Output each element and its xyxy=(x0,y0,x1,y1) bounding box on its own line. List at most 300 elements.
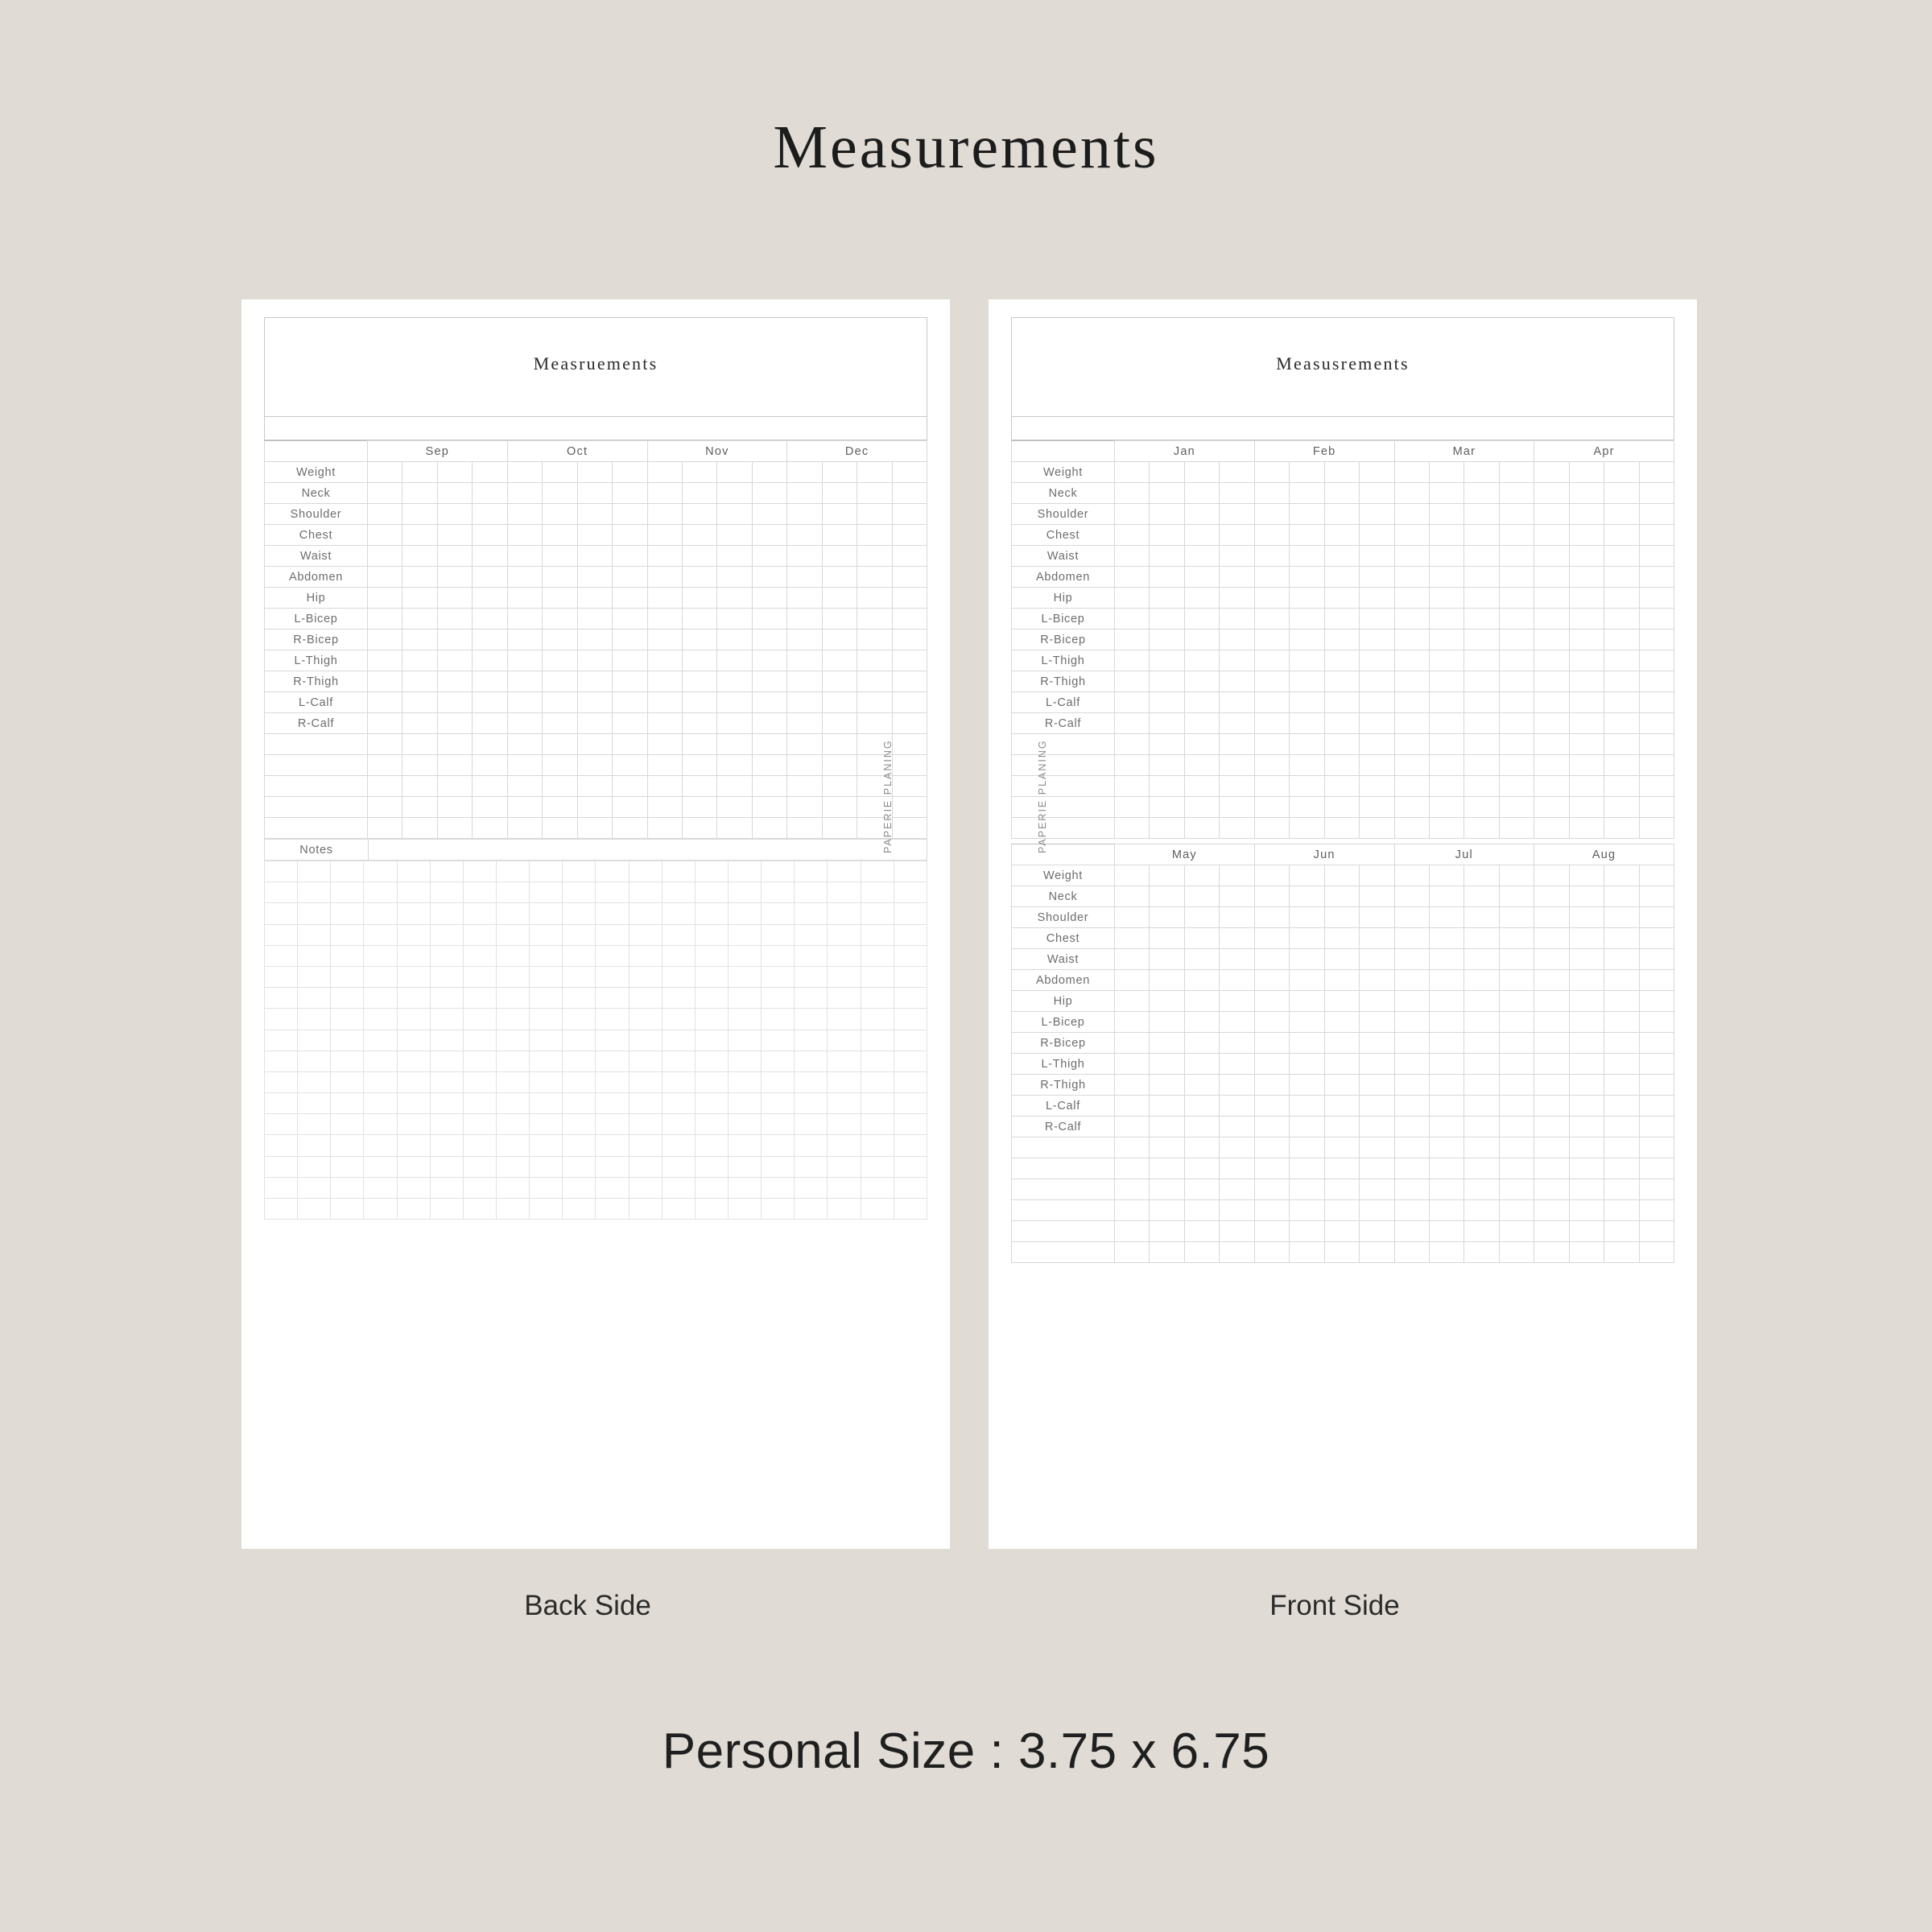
notes-grid-cell[interactable] xyxy=(530,1177,563,1198)
entry-cell[interactable] xyxy=(437,588,472,609)
entry-cell[interactable] xyxy=(1220,671,1254,692)
entry-cell[interactable] xyxy=(1115,1158,1150,1179)
notes-grid-cell[interactable] xyxy=(828,988,861,1009)
notes-grid-cell[interactable] xyxy=(496,1135,529,1156)
entry-cell[interactable] xyxy=(1604,776,1639,797)
entry-cell[interactable] xyxy=(1429,504,1463,525)
entry-cell[interactable] xyxy=(892,504,927,525)
entry-cell[interactable] xyxy=(1604,928,1639,949)
notes-grid-cell[interactable] xyxy=(331,1030,364,1051)
entry-cell[interactable] xyxy=(1499,1117,1534,1137)
entry-cell[interactable] xyxy=(647,671,682,692)
entry-cell[interactable] xyxy=(822,609,857,630)
entry-cell[interactable] xyxy=(1220,776,1254,797)
entry-cell[interactable] xyxy=(1464,1179,1499,1200)
entry-cell[interactable] xyxy=(1534,776,1569,797)
entry-cell[interactable] xyxy=(1394,865,1429,886)
notes-grid-cell[interactable] xyxy=(629,945,662,966)
entry-cell[interactable] xyxy=(1115,671,1150,692)
entry-cell[interactable] xyxy=(1639,713,1674,734)
entry-cell[interactable] xyxy=(1220,970,1254,991)
entry-cell[interactable] xyxy=(1499,797,1534,818)
entry-cell[interactable] xyxy=(892,546,927,567)
notes-grid-cell[interactable] xyxy=(728,966,761,987)
entry-cell[interactable] xyxy=(1604,1200,1639,1221)
entry-cell[interactable] xyxy=(1534,713,1569,734)
entry-cell[interactable] xyxy=(1569,886,1604,907)
entry-cell[interactable] xyxy=(1499,1012,1534,1033)
entry-cell[interactable] xyxy=(1534,546,1569,567)
entry-cell[interactable] xyxy=(1184,1075,1219,1096)
entry-cell[interactable] xyxy=(1604,462,1639,483)
entry-cell[interactable] xyxy=(1604,1137,1639,1158)
notes-grid-cell[interactable] xyxy=(861,1071,894,1092)
entry-cell[interactable] xyxy=(507,776,542,797)
entry-cell[interactable] xyxy=(1394,692,1429,713)
entry-cell[interactable] xyxy=(1394,818,1429,839)
entry-cell[interactable] xyxy=(1184,525,1219,546)
entry-cell[interactable] xyxy=(1254,949,1289,970)
entry-cell[interactable] xyxy=(507,734,542,755)
entry-cell[interactable] xyxy=(1569,776,1604,797)
entry-cell[interactable] xyxy=(787,713,822,734)
notes-grid-cell[interactable] xyxy=(894,924,927,945)
entry-cell[interactable] xyxy=(1290,1096,1324,1117)
entry-cell[interactable] xyxy=(682,713,716,734)
entry-cell[interactable] xyxy=(787,567,822,588)
entry-cell[interactable] xyxy=(1604,1158,1639,1179)
entry-cell[interactable] xyxy=(473,797,507,818)
entry-cell[interactable] xyxy=(1220,1117,1254,1137)
entry-cell[interactable] xyxy=(1324,734,1359,755)
entry-cell[interactable] xyxy=(1639,609,1674,630)
entry-cell[interactable] xyxy=(1499,504,1534,525)
entry-cell[interactable] xyxy=(577,525,612,546)
notes-grid-cell[interactable] xyxy=(728,1030,761,1051)
entry-cell[interactable] xyxy=(1429,609,1463,630)
entry-cell[interactable] xyxy=(577,818,612,839)
entry-cell[interactable] xyxy=(577,692,612,713)
entry-cell[interactable] xyxy=(1254,1096,1289,1117)
notes-grid-cell[interactable] xyxy=(331,1071,364,1092)
entry-cell[interactable] xyxy=(822,734,857,755)
notes-grid-cell[interactable] xyxy=(563,945,596,966)
entry-cell[interactable] xyxy=(717,797,752,818)
entry-cell[interactable] xyxy=(1360,713,1394,734)
entry-cell[interactable] xyxy=(1604,1033,1639,1054)
entry-cell[interactable] xyxy=(1639,671,1674,692)
notes-grid-cell[interactable] xyxy=(331,903,364,924)
notes-grid-cell[interactable] xyxy=(629,1071,662,1092)
entry-cell[interactable] xyxy=(1254,650,1289,671)
blank-label-cell[interactable] xyxy=(1012,818,1115,839)
entry-cell[interactable] xyxy=(717,692,752,713)
notes-grid-cell[interactable] xyxy=(331,1199,364,1220)
notes-grid-cell[interactable] xyxy=(496,945,529,966)
entry-cell[interactable] xyxy=(752,797,786,818)
entry-cell[interactable] xyxy=(1394,907,1429,928)
entry-cell[interactable] xyxy=(368,462,402,483)
entry-cell[interactable] xyxy=(1569,650,1604,671)
entry-cell[interactable] xyxy=(822,567,857,588)
notes-grid-cell[interactable] xyxy=(298,1009,331,1030)
entry-cell[interactable] xyxy=(1569,567,1604,588)
entry-cell[interactable] xyxy=(1429,755,1463,776)
entry-cell[interactable] xyxy=(1639,797,1674,818)
entry-cell[interactable] xyxy=(402,650,437,671)
notes-grid-cell[interactable] xyxy=(265,1199,298,1220)
entry-cell[interactable] xyxy=(1324,1033,1359,1054)
entry-cell[interactable] xyxy=(1220,907,1254,928)
entry-cell[interactable] xyxy=(1429,776,1463,797)
entry-cell[interactable] xyxy=(1499,991,1534,1012)
notes-grid-cell[interactable] xyxy=(762,924,795,945)
notes-grid-cell[interactable] xyxy=(397,1177,430,1198)
entry-cell[interactable] xyxy=(1534,671,1569,692)
entry-cell[interactable] xyxy=(1499,818,1534,839)
notes-grid-cell[interactable] xyxy=(795,966,828,987)
entry-cell[interactable] xyxy=(1429,734,1463,755)
entry-cell[interactable] xyxy=(1499,525,1534,546)
entry-cell[interactable] xyxy=(822,797,857,818)
notes-grid-cell[interactable] xyxy=(298,924,331,945)
notes-grid-cell[interactable] xyxy=(496,882,529,903)
entry-cell[interactable] xyxy=(717,525,752,546)
entry-cell[interactable] xyxy=(892,567,927,588)
entry-cell[interactable] xyxy=(1290,483,1324,504)
entry-cell[interactable] xyxy=(717,462,752,483)
entry-cell[interactable] xyxy=(682,483,716,504)
entry-cell[interactable] xyxy=(1499,865,1534,886)
entry-cell[interactable] xyxy=(1394,970,1429,991)
notes-grid-cell[interactable] xyxy=(695,1114,728,1135)
entry-cell[interactable] xyxy=(1534,865,1569,886)
notes-grid-cell[interactable] xyxy=(894,988,927,1009)
entry-cell[interactable] xyxy=(402,776,437,797)
entry-cell[interactable] xyxy=(647,755,682,776)
notes-grid-cell[interactable] xyxy=(828,1114,861,1135)
entry-cell[interactable] xyxy=(1499,1158,1534,1179)
notes-grid-cell[interactable] xyxy=(397,882,430,903)
notes-grid-cell[interactable] xyxy=(298,1177,331,1198)
entry-cell[interactable] xyxy=(1604,650,1639,671)
notes-grid-cell[interactable] xyxy=(795,1177,828,1198)
notes-grid-cell[interactable] xyxy=(364,988,397,1009)
notes-grid-cell[interactable] xyxy=(596,1051,629,1071)
entry-cell[interactable] xyxy=(543,567,577,588)
entry-cell[interactable] xyxy=(1394,588,1429,609)
entry-cell[interactable] xyxy=(1254,1158,1289,1179)
entry-cell[interactable] xyxy=(1464,886,1499,907)
notes-grid-cell[interactable] xyxy=(331,1135,364,1156)
entry-cell[interactable] xyxy=(1639,907,1674,928)
entry-cell[interactable] xyxy=(1220,1221,1254,1242)
entry-cell[interactable] xyxy=(682,671,716,692)
entry-cell[interactable] xyxy=(543,818,577,839)
notes-grid-cell[interactable] xyxy=(596,1199,629,1220)
entry-cell[interactable] xyxy=(1429,886,1463,907)
entry-cell[interactable] xyxy=(368,546,402,567)
entry-cell[interactable] xyxy=(1499,692,1534,713)
notes-grid-cell[interactable] xyxy=(430,1156,463,1177)
notes-grid-cell[interactable] xyxy=(397,1135,430,1156)
notes-grid-cell[interactable] xyxy=(762,1135,795,1156)
entry-cell[interactable] xyxy=(857,713,892,734)
entry-cell[interactable] xyxy=(1499,546,1534,567)
entry-cell[interactable] xyxy=(1324,818,1359,839)
entry-cell[interactable] xyxy=(1429,630,1463,650)
entry-cell[interactable] xyxy=(1569,630,1604,650)
entry-cell[interactable] xyxy=(1115,776,1150,797)
entry-cell[interactable] xyxy=(1499,949,1534,970)
entry-cell[interactable] xyxy=(1150,671,1184,692)
entry-cell[interactable] xyxy=(1184,1117,1219,1137)
entry-cell[interactable] xyxy=(857,609,892,630)
notes-grid-cell[interactable] xyxy=(463,882,496,903)
entry-cell[interactable] xyxy=(1464,1075,1499,1096)
entry-cell[interactable] xyxy=(577,504,612,525)
entry-cell[interactable] xyxy=(1254,567,1289,588)
entry-cell[interactable] xyxy=(507,650,542,671)
entry-cell[interactable] xyxy=(1569,525,1604,546)
notes-grid-cell[interactable] xyxy=(762,1114,795,1135)
entry-cell[interactable] xyxy=(368,525,402,546)
notes-grid-cell[interactable] xyxy=(861,966,894,987)
entry-cell[interactable] xyxy=(507,609,542,630)
entry-cell[interactable] xyxy=(1604,609,1639,630)
entry-cell[interactable] xyxy=(787,588,822,609)
blank-label-cell[interactable] xyxy=(1012,1221,1115,1242)
entry-cell[interactable] xyxy=(613,776,647,797)
entry-cell[interactable] xyxy=(1324,928,1359,949)
notes-grid-cell[interactable] xyxy=(530,882,563,903)
entry-cell[interactable] xyxy=(647,797,682,818)
notes-grid-cell[interactable] xyxy=(762,1051,795,1071)
notes-grid-cell[interactable] xyxy=(695,988,728,1009)
entry-cell[interactable] xyxy=(437,776,472,797)
entry-cell[interactable] xyxy=(1360,1075,1394,1096)
entry-cell[interactable] xyxy=(647,713,682,734)
notes-grid-cell[interactable] xyxy=(364,1030,397,1051)
entry-cell[interactable] xyxy=(1534,1075,1569,1096)
notes-grid-cell[interactable] xyxy=(364,861,397,882)
entry-cell[interactable] xyxy=(1534,1117,1569,1137)
entry-cell[interactable] xyxy=(507,797,542,818)
notes-grid-cell[interactable] xyxy=(695,924,728,945)
entry-cell[interactable] xyxy=(1499,1075,1534,1096)
entry-cell[interactable] xyxy=(1604,755,1639,776)
entry-cell[interactable] xyxy=(1464,1117,1499,1137)
entry-cell[interactable] xyxy=(1499,1033,1534,1054)
entry-cell[interactable] xyxy=(1499,1137,1534,1158)
notes-grid-cell[interactable] xyxy=(629,882,662,903)
entry-cell[interactable] xyxy=(507,525,542,546)
entry-cell[interactable] xyxy=(647,504,682,525)
notes-grid-cell[interactable] xyxy=(530,945,563,966)
entry-cell[interactable] xyxy=(1324,1054,1359,1075)
entry-cell[interactable] xyxy=(1604,970,1639,991)
entry-cell[interactable] xyxy=(613,504,647,525)
entry-cell[interactable] xyxy=(1499,1179,1534,1200)
notes-grid-cell[interactable] xyxy=(728,861,761,882)
entry-cell[interactable] xyxy=(1254,1033,1289,1054)
entry-cell[interactable] xyxy=(1254,1012,1289,1033)
entry-cell[interactable] xyxy=(1639,525,1674,546)
entry-cell[interactable] xyxy=(1254,525,1289,546)
entry-cell[interactable] xyxy=(1184,671,1219,692)
entry-cell[interactable] xyxy=(613,588,647,609)
notes-grid-cell[interactable] xyxy=(397,966,430,987)
notes-grid-cell[interactable] xyxy=(563,1030,596,1051)
notes-grid-cell[interactable] xyxy=(795,1156,828,1177)
entry-cell[interactable] xyxy=(1184,949,1219,970)
notes-grid-cell[interactable] xyxy=(530,1071,563,1092)
entry-cell[interactable] xyxy=(1604,949,1639,970)
entry-cell[interactable] xyxy=(1220,692,1254,713)
notes-grid-cell[interactable] xyxy=(364,1093,397,1114)
entry-cell[interactable] xyxy=(1254,776,1289,797)
notes-grid-cell[interactable] xyxy=(430,1030,463,1051)
entry-cell[interactable] xyxy=(368,630,402,650)
entry-cell[interactable] xyxy=(507,755,542,776)
notes-grid-cell[interactable] xyxy=(795,1199,828,1220)
notes-grid-cell[interactable] xyxy=(563,1177,596,1198)
entry-cell[interactable] xyxy=(857,630,892,650)
entry-cell[interactable] xyxy=(1184,970,1219,991)
entry-cell[interactable] xyxy=(1150,546,1184,567)
entry-cell[interactable] xyxy=(1220,630,1254,650)
notes-grid-cell[interactable] xyxy=(430,1093,463,1114)
entry-cell[interactable] xyxy=(857,483,892,504)
notes-grid-cell[interactable] xyxy=(662,1009,695,1030)
notes-grid-cell[interactable] xyxy=(265,1135,298,1156)
entry-cell[interactable] xyxy=(1324,865,1359,886)
entry-cell[interactable] xyxy=(1184,650,1219,671)
entry-cell[interactable] xyxy=(752,483,786,504)
entry-cell[interactable] xyxy=(752,567,786,588)
entry-cell[interactable] xyxy=(1394,650,1429,671)
notes-grid-cell[interactable] xyxy=(894,1093,927,1114)
entry-cell[interactable] xyxy=(1360,949,1394,970)
notes-grid-cell[interactable] xyxy=(596,882,629,903)
entry-cell[interactable] xyxy=(1220,483,1254,504)
notes-grid-cell[interactable] xyxy=(430,1071,463,1092)
entry-cell[interactable] xyxy=(1254,907,1289,928)
entry-cell[interactable] xyxy=(822,713,857,734)
notes-grid-cell[interactable] xyxy=(828,1156,861,1177)
entry-cell[interactable] xyxy=(1534,1242,1569,1263)
notes-grid-cell[interactable] xyxy=(728,1135,761,1156)
entry-cell[interactable] xyxy=(752,692,786,713)
notes-grid-cell[interactable] xyxy=(596,988,629,1009)
entry-cell[interactable] xyxy=(402,609,437,630)
entry-cell[interactable] xyxy=(1429,713,1463,734)
entry-cell[interactable] xyxy=(1220,928,1254,949)
notes-grid-cell[interactable] xyxy=(762,1199,795,1220)
entry-cell[interactable] xyxy=(752,609,786,630)
entry-cell[interactable] xyxy=(1569,991,1604,1012)
notes-grid-cell[interactable] xyxy=(265,988,298,1009)
notes-grid-cell[interactable] xyxy=(695,966,728,987)
entry-cell[interactable] xyxy=(647,818,682,839)
entry-cell[interactable] xyxy=(613,713,647,734)
notes-grid-cell[interactable] xyxy=(596,861,629,882)
notes-grid-cell[interactable] xyxy=(795,988,828,1009)
entry-cell[interactable] xyxy=(1184,991,1219,1012)
entry-cell[interactable] xyxy=(1394,1054,1429,1075)
entry-cell[interactable] xyxy=(473,588,507,609)
notes-grid-cell[interactable] xyxy=(695,1051,728,1071)
entry-cell[interactable] xyxy=(1394,797,1429,818)
entry-cell[interactable] xyxy=(1464,865,1499,886)
notes-grid-cell[interactable] xyxy=(861,1051,894,1071)
entry-cell[interactable] xyxy=(368,797,402,818)
entry-cell[interactable] xyxy=(543,671,577,692)
notes-grid-cell[interactable] xyxy=(828,1199,861,1220)
notes-grid-cell[interactable] xyxy=(828,1177,861,1198)
entry-cell[interactable] xyxy=(1150,1179,1184,1200)
entry-cell[interactable] xyxy=(717,546,752,567)
entry-cell[interactable] xyxy=(682,650,716,671)
entry-cell[interactable] xyxy=(1290,818,1324,839)
entry-cell[interactable] xyxy=(437,630,472,650)
notes-grid-cell[interactable] xyxy=(563,966,596,987)
notes-grid-cell[interactable] xyxy=(894,861,927,882)
entry-cell[interactable] xyxy=(1569,797,1604,818)
entry-cell[interactable] xyxy=(1394,671,1429,692)
entry-cell[interactable] xyxy=(473,525,507,546)
notes-grid-cell[interactable] xyxy=(596,1093,629,1114)
notes-grid-cell[interactable] xyxy=(563,861,596,882)
entry-cell[interactable] xyxy=(1150,609,1184,630)
entry-cell[interactable] xyxy=(1499,907,1534,928)
entry-cell[interactable] xyxy=(368,671,402,692)
notes-grid-cell[interactable] xyxy=(298,903,331,924)
entry-cell[interactable] xyxy=(892,483,927,504)
entry-cell[interactable] xyxy=(507,504,542,525)
entry-cell[interactable] xyxy=(1360,1158,1394,1179)
entry-cell[interactable] xyxy=(1324,991,1359,1012)
entry-cell[interactable] xyxy=(857,462,892,483)
notes-grid-cell[interactable] xyxy=(861,1009,894,1030)
entry-cell[interactable] xyxy=(1569,970,1604,991)
entry-cell[interactable] xyxy=(437,567,472,588)
entry-cell[interactable] xyxy=(787,609,822,630)
notes-grid-cell[interactable] xyxy=(397,1051,430,1071)
notes-grid-cell[interactable] xyxy=(828,966,861,987)
entry-cell[interactable] xyxy=(1639,650,1674,671)
entry-cell[interactable] xyxy=(1360,755,1394,776)
notes-grid-cell[interactable] xyxy=(298,1071,331,1092)
entry-cell[interactable] xyxy=(1534,504,1569,525)
notes-grid-cell[interactable] xyxy=(695,1177,728,1198)
notes-grid-cell[interactable] xyxy=(728,1199,761,1220)
entry-cell[interactable] xyxy=(473,462,507,483)
entry-cell[interactable] xyxy=(1464,970,1499,991)
entry-cell[interactable] xyxy=(1604,630,1639,650)
notes-grid-cell[interactable] xyxy=(828,903,861,924)
entry-cell[interactable] xyxy=(1115,928,1150,949)
entry-cell[interactable] xyxy=(1254,734,1289,755)
entry-cell[interactable] xyxy=(1290,713,1324,734)
entry-cell[interactable] xyxy=(1394,1137,1429,1158)
entry-cell[interactable] xyxy=(1394,1096,1429,1117)
notes-grid-cell[interactable] xyxy=(828,945,861,966)
entry-cell[interactable] xyxy=(473,755,507,776)
notes-grid-cell[interactable] xyxy=(596,1009,629,1030)
entry-cell[interactable] xyxy=(892,797,927,818)
notes-grid-cell[interactable] xyxy=(463,903,496,924)
